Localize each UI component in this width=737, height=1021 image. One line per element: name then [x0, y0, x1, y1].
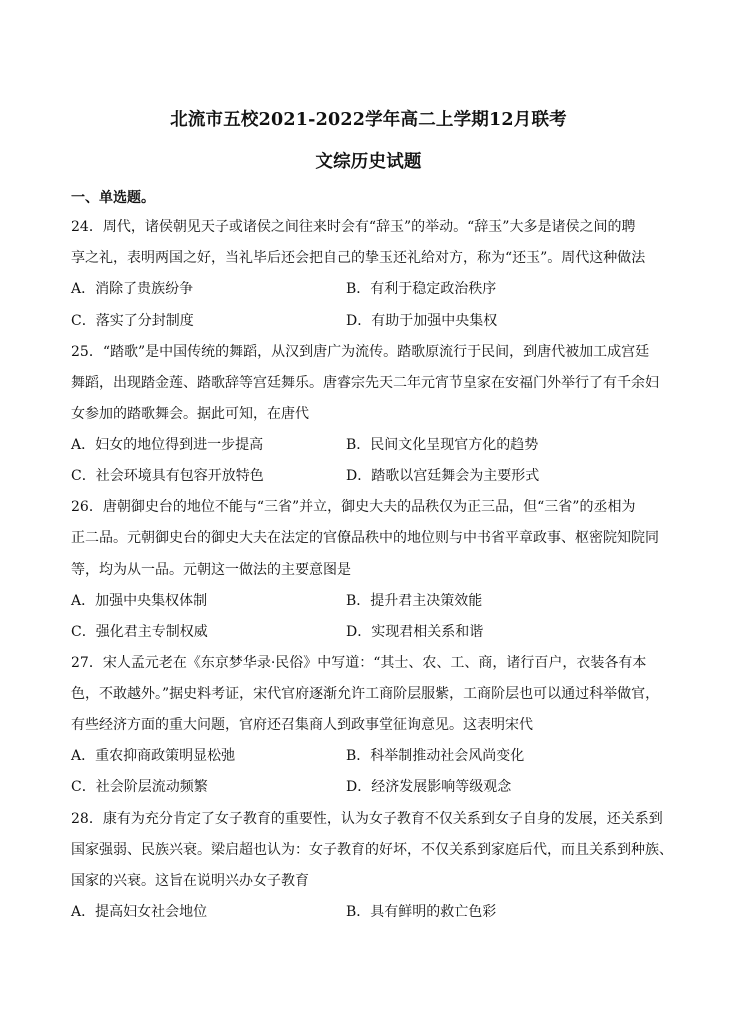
question-26-line-3: 等，均为从一品。元朝这一做法的主要意图是: [71, 562, 351, 578]
question-24-line-2: 享之礼，表明两国之好，当礼毕后还会把自己的挚玉还礼给对方，称为“还玉”。周代这种做法: [71, 250, 646, 266]
question-28-line-3: 国家的兴衰。这旨在说明兴办女子教育: [71, 873, 309, 889]
question-24-option-d: D．有助于加强中央集权: [346, 313, 498, 329]
question-26-option-a: A．加强中央集权体制: [71, 593, 208, 609]
question-26-line-1: 26．唐朝御史台的地位不能与“三省”并立，御史大夫的品秩仅为正三品，但“三省”的丞相为: [71, 499, 636, 515]
question-25-line-3: 女参加的踏歌舞会。据此可知，在唐代: [71, 406, 309, 422]
question-28-option-b: B．具有鲜明的救亡色彩: [346, 904, 497, 920]
question-27-option-a: A．重农抑商政策明显松弛: [71, 748, 236, 764]
question-27-option-b: B．科举制推动社会风尚变化: [346, 748, 525, 764]
page-title: 北流市五校2021-2022学年高二上学期12月联考: [170, 110, 567, 130]
question-28-option-a: A．提高妇女社会地位: [71, 904, 208, 920]
question-28-line-1: 28．康有为充分肯定了女子教育的重要性，认为女子教育不仅关系到女子自身的发展，还关系到: [71, 811, 663, 827]
question-24-option-c: C．落实了分封制度: [71, 313, 194, 329]
question-26-line-2: 正二品。元朝御史台的御史大夫在法定的官僚品秩中的地位则与中书省平章政事、枢密院知院同: [71, 530, 659, 546]
question-25-option-b: B．民间文化呈现官方化的趋势: [346, 437, 539, 453]
question-28-line-2: 国家强弱、民族兴衰。梁启超也认为：女子教育的好坏，不仅关系到家庭后代，而且关系到种族、: [71, 842, 673, 858]
question-25-option-d: D．踏歌以宫廷舞会为主要形式: [346, 468, 540, 484]
question-27-line-2: 色，不敢越外。”据史料考证，宋代官府逐渐允许工商阶层服紫，工商阶层也可以通过科举做官，: [71, 686, 660, 702]
question-26-option-b: B．提升君主决策效能: [346, 593, 483, 609]
question-25-option-c: C．社会环境具有包容开放特色: [71, 468, 264, 484]
question-24-option-b: B．有利于稳定政治秩序: [346, 281, 497, 297]
section-heading: 一、单选题。: [71, 190, 155, 206]
page-subtitle: 文综历史试题: [315, 152, 422, 172]
question-25-line-2: 舞蹈，出现踏金莲、踏歌辞等宫廷舞乐。唐睿宗先天二年元宵节皇家在安福门外举行了有千余妇: [71, 375, 659, 391]
question-27-line-3: 有些经济方面的重大问题，官府还召集商人到政事堂征询意见。这表明宋代: [71, 717, 533, 733]
question-24-option-a: A．消除了贵族纷争: [71, 281, 194, 297]
question-27-line-1: 27．宋人孟元老在《东京梦华录·民俗》中写道：“其士、农、工、商，诸行百户，衣装各有本: [71, 655, 647, 671]
question-24-line-1: 24．周代，诸侯朝见天子或诸侯之间往来时会有“辞玉”的举动。“辞玉”大多是诸侯之间的聘: [71, 219, 636, 235]
question-25-option-a: A．妇女的地位得到进一步提高: [71, 437, 264, 453]
question-25-line-1: 25．“踏歌”是中国传统的舞蹈，从汉到唐广为流传。踏歌原流行于民间，到唐代被加工成宫廷: [71, 344, 650, 360]
question-26-option-d: D．实现君相关系和谐: [346, 624, 484, 640]
question-26-option-c: C．强化君主专制权威: [71, 624, 208, 640]
question-27-option-d: D．经济发展影响等级观念: [346, 779, 512, 795]
question-27-option-c: C．社会阶层流动频繁: [71, 779, 208, 795]
